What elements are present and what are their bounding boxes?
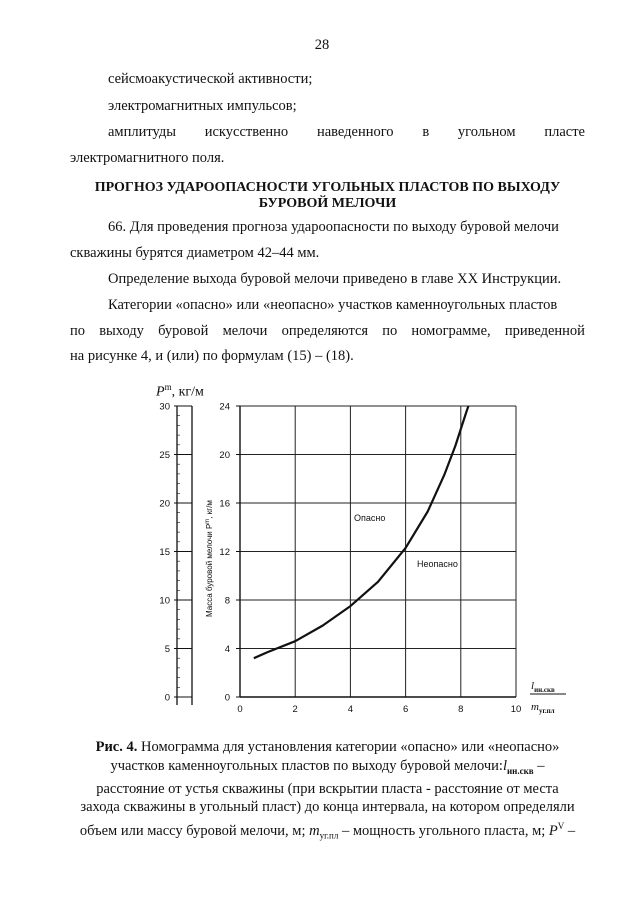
list-item-continuation: электромагнитного поля. xyxy=(70,150,225,166)
word: в xyxy=(422,124,430,140)
page-number: 28 xyxy=(314,37,330,53)
word: искусственно xyxy=(204,124,289,140)
caption-line3: расстояние от устья скважины (при вскрытии пласта - расстояние от места xyxy=(96,780,559,797)
unit-l-symbol: l xyxy=(531,680,535,692)
caption-figure-number: Рис. 4. xyxy=(95,739,138,755)
left-scale-unit: , кг/м xyxy=(171,384,204,400)
left-scale-tick-label: 10 xyxy=(159,595,170,607)
caption-line2-dash: – xyxy=(533,757,545,774)
left-scale-tick-label: 30 xyxy=(159,401,170,413)
paragraph-definition: Определение выхода буровой мелочи приведено в главе XX Инструкции. xyxy=(108,271,562,287)
inner-y-axis-label-text: Масса буровой мелочи P xyxy=(205,523,214,617)
y-tick-label: 12 xyxy=(219,547,230,558)
paragraph-categories-line3: на рисунке 4, и (или) по формулам (15) – (18). xyxy=(70,348,354,364)
left-scale-tick-label: 15 xyxy=(159,547,170,558)
y-tick-label: 4 xyxy=(224,644,230,655)
word: пласте xyxy=(544,124,585,140)
word: по xyxy=(382,323,398,339)
paragraph-categories-line1: Категории «опасно» или «неопасно» участков каменноугольных пластов xyxy=(108,297,558,313)
caption-l-symbol: l xyxy=(502,757,507,774)
list-item: сейсмоакустической активности; xyxy=(108,71,313,87)
x-tick-label: 2 xyxy=(292,704,298,715)
left-scale-symbol: P xyxy=(156,384,165,400)
unit-l-sub: ин.скв xyxy=(534,686,555,694)
caption-line5-mid: – мощность угольного пласта, м; xyxy=(338,822,549,839)
inner-y-axis-label-sup: m xyxy=(205,518,211,524)
left-scale-tick-label: 20 xyxy=(159,498,170,510)
word: определяются xyxy=(281,323,369,339)
x-tick-label: 4 xyxy=(347,704,354,715)
x-tick-label: 10 xyxy=(510,704,522,715)
y-tick-label: 0 xyxy=(224,692,230,704)
zone-label-safe: Неопасно xyxy=(417,559,458,569)
word: номограмме, xyxy=(411,323,491,339)
left-scale-tick-label: 5 xyxy=(164,644,170,655)
x-tick-label: 6 xyxy=(402,704,409,715)
y-tick-label: 8 xyxy=(224,595,230,607)
inner-y-axis-label-unit: , кг/м xyxy=(205,500,214,519)
paragraph-66-line2: скважины бурятся диаметром 42–44 мм. xyxy=(70,245,320,261)
caption-p-sup: V xyxy=(557,820,565,831)
caption-m-sub: уг.пл xyxy=(319,830,339,841)
chart-grid xyxy=(240,406,516,697)
caption-m-symbol: m xyxy=(309,822,320,839)
figure-caption xyxy=(70,738,585,845)
unit-m-label xyxy=(531,701,555,715)
unit-l-label xyxy=(531,680,555,694)
word: угольном xyxy=(457,124,516,140)
left-scale xyxy=(159,402,192,706)
chart-line-series xyxy=(254,400,471,658)
unit-m-sub: уг.пл xyxy=(538,707,555,715)
word: амплитуды xyxy=(108,124,176,140)
chart-tick-labels xyxy=(219,402,521,716)
caption-line4: захода скважины в угольный пласт) до конца интервала, на котором определяли xyxy=(80,799,575,816)
section-title-line2: БУРОВОЙ МЕЛОЧИ xyxy=(258,196,397,211)
caption-p-symbol: P xyxy=(548,822,558,839)
unit-m-symbol: m xyxy=(531,701,539,713)
word: мелочи xyxy=(222,323,268,339)
y-tick-label: 16 xyxy=(219,498,230,510)
word: по xyxy=(70,323,86,339)
word: наведенного xyxy=(316,124,394,140)
word: буровой xyxy=(158,323,209,339)
x-tick-label: 0 xyxy=(237,704,243,715)
word: приведенной xyxy=(504,323,585,339)
left-scale-tick-label: 25 xyxy=(159,450,170,461)
section-title-line1: ПРОГНОЗ УДАРООПАСНОСТИ УГОЛЬНЫХ ПЛАСТОВ ПО ВЫХОДУ xyxy=(94,180,561,195)
caption-line2-text: участков каменноугольных пластов по выходу буровой мелочи: xyxy=(110,757,503,774)
caption-line1 xyxy=(70,738,585,757)
y-tick-label: 20 xyxy=(219,450,230,461)
zone-label-danger: Опасно xyxy=(354,513,386,523)
paragraph-66-line1: 66. Для проведения прогноза удароопасности по выходу буровой мелочи xyxy=(108,219,559,235)
chart-series xyxy=(254,400,471,658)
caption-l-sub: ин.скв xyxy=(506,765,534,776)
caption-line2 xyxy=(70,757,585,780)
caption-line5-text: объем или массу буровой мелочи, м; xyxy=(79,822,310,839)
left-scale-tick-label: 0 xyxy=(164,692,170,704)
list-item: электромагнитных импульсов; xyxy=(108,98,297,114)
word: выходу xyxy=(99,323,144,339)
y-tick-label: 24 xyxy=(219,401,230,413)
x-tick-label: 8 xyxy=(458,704,464,715)
caption-line5-end: – xyxy=(564,822,576,839)
inner-y-axis-label xyxy=(205,500,214,617)
caption-line5 xyxy=(70,817,585,845)
left-scale-symbol-sup: m xyxy=(164,382,172,392)
caption-line1-text: Номограмма для установления категории «опасно» или «неопасно» xyxy=(137,739,560,755)
